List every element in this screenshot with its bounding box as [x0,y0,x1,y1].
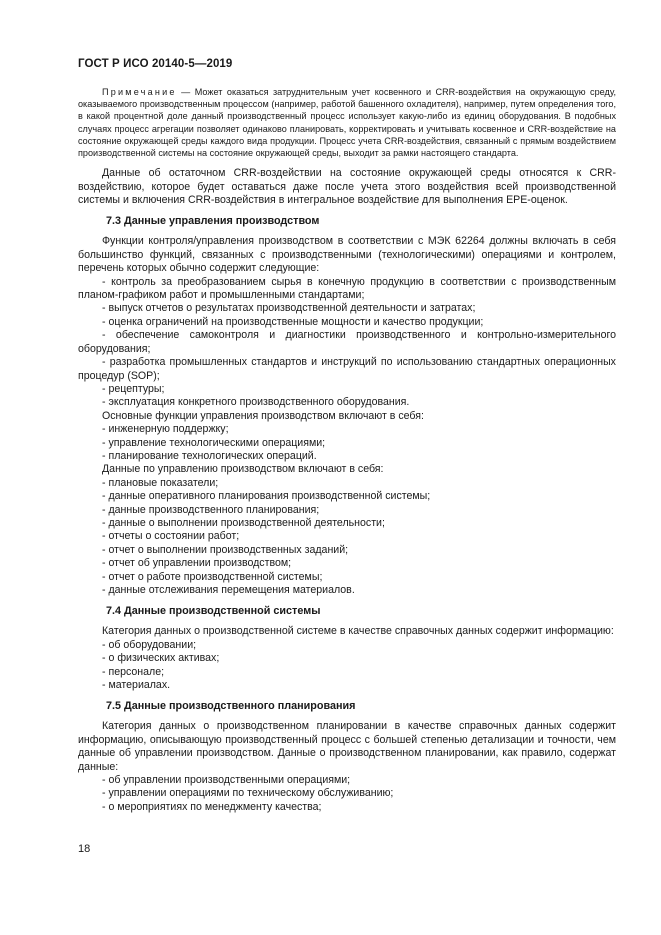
section-7-3-list [78,276,616,410]
list-item: - обеспечение самоконтроля и диагностики производственного и контрольно-измерительного оборудования; [78,329,616,356]
management-data-intro: Данные по управлению производством включают в себя: [102,463,384,476]
management-data-list [78,477,616,598]
note-block [78,86,616,159]
list-item: - об управлении производственными операциями; [78,774,616,787]
section-7-4-list [78,639,616,693]
list-item: - данные о выполнении производственной деятельности; [78,517,616,530]
list-item: - о мероприятиях по менеджменту качества; [78,801,616,814]
document-header: ГОСТ Р ИСО 20140-5—2019 [78,58,233,70]
page-number: 18 [78,843,91,855]
list-item: - персонале; [78,666,616,679]
list-item: - об оборудовании; [78,639,616,652]
list-item: - эксплуатация конкретного производственного оборудования. [78,396,616,409]
management-functions-intro: Основные функции управления производством включают в себя: [102,409,424,422]
section-7-4-paragraph: Категория данных о производственной системе в качестве справочных данных содержит информацию: [102,625,614,638]
list-item: - плановые показатели; [78,477,616,490]
list-item: - управлении операциями по техническому обслуживанию; [78,787,616,800]
list-item: - оценка ограничений на производственные мощности и качество продукции; [78,316,616,329]
list-item: - материалах. [78,679,616,692]
list-item: - выпуск отчетов о результатах производственной деятельности и затратах; [78,302,616,315]
intro-paragraph: Данные об остаточном CRR-воздействии на состояние окружающей среды относятся к CRR-воздействию, которое будет оставаться даже после учета этого воздействия всей производственной системы и включения CRR-воздействия в интегральное воздействие для выполнения EPE-оценок. [78,167,616,207]
section-heading-7-5: 7.5 Данные производственного планирования [106,700,356,713]
list-item: - отчет о выполнении производственных заданий; [78,544,616,557]
list-item: - данные производственного планирования; [78,504,616,517]
list-item: - о физических активах; [78,652,616,665]
list-item: - рецептуры; [78,383,616,396]
section-7-5-paragraph: Категория данных о производственном планировании в качестве справочных данных содержит информацию, описывающую производственный процесс с большей степенью детализации и точности, чем данные об управлении производством. Данные о производственном планировании, как правило, содержат данные: [78,720,616,773]
list-item: - данные оперативного планирования производственной системы; [78,490,616,503]
section-7-3-paragraph: Функции контроля/управления производством в соответствии с МЭК 62264 должны включать в себя большинство функций, связанных с производственными (технологическими) операциями и контролем, перечень которых обычно содержит следующие: [78,235,616,275]
list-item: - контроль за преобразованием сырья в конечную продукцию в соответствии с производственным планом-графиком работ и промышленными стандартами; [78,276,616,303]
section-heading-7-4: 7.4 Данные производственной системы [106,605,321,618]
list-item: - разработка промышленных стандартов и инструкций по использованию стандартных операционных процедур (SOP); [78,356,616,383]
list-item: - планирование технологических операций. [78,450,616,463]
note-label: Примечание [102,87,177,97]
list-item: - отчет о работе производственной системы; [78,571,616,584]
list-item: - управление технологическими операциями; [78,437,616,450]
note-text: — Может оказаться затруднительным учет косвенного и CRR-воздействия на окружающую среду, оказываемого производственным процессом (например, работой башенного охладителя), например, путем определения того, в какой процентной доле данный производственный процесс использует какую-либо из единиц оборудования. В подобных случаях процесс агрегации позволяет одинаково планировать, корректировать и учитывать косвенное и CRR-воздействие на состояние окружающей среды каждого вида продукции. Процесс учета CRR-воздействия, связанный с прямым воздействием производственной системы на состояние окружающей среды, выходит за рамки настоящего стандарта. [78,87,616,159]
section-heading-7-3: 7.3 Данные управления производством [106,215,320,228]
section-7-5-list [78,774,616,814]
list-item: - данные отслеживания перемещения материалов. [78,584,616,597]
list-item: - отчеты о состоянии работ; [78,530,616,543]
document-page [78,58,616,814]
list-item: - инженерную поддержку; [78,423,616,436]
list-item: - отчет об управлении производством; [78,557,616,570]
management-functions-list [78,423,616,463]
